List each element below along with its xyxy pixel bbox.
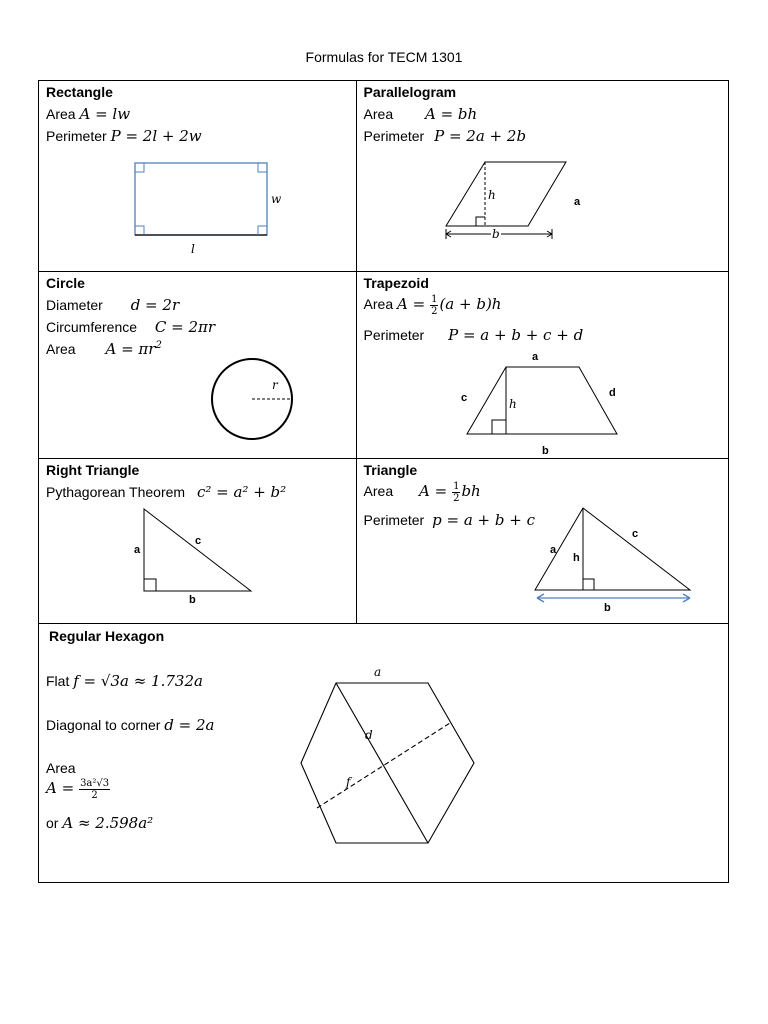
page-title: Formulas for TECM 1301 — [305, 49, 463, 65]
rectangle-cell — [39, 81, 357, 272]
triangle-label-h: h — [572, 552, 580, 564]
rectangle-shape — [135, 163, 267, 235]
hexagon-area-label: Area — [46, 760, 76, 776]
trapezoid-label-a: a — [531, 351, 538, 363]
hexagon-flat-formula: f = √3a ≈ 1.732a — [73, 672, 203, 690]
parallelogram-label-h: h — [487, 188, 496, 202]
circle-area-label: Area — [46, 341, 76, 357]
hexagon-label-f: f — [346, 775, 351, 789]
hexagon-area-fraction-denominator: 2 — [91, 790, 98, 801]
circle-cell — [39, 272, 357, 459]
hexagon-diagram — [39, 624, 728, 882]
parallelogram-perimeter-formula: P = 2a + 2b — [434, 127, 527, 145]
parallelogram-area-label: Area — [363, 106, 394, 122]
rectangle-area-label: Area — [46, 106, 76, 122]
right-triangle-theorem-label: Pythagorean Theorem — [46, 484, 186, 500]
triangle-perimeter-formula: p = a + b + c — [432, 511, 535, 529]
hexagon-label-a: a — [374, 665, 382, 679]
trapezoid-label-b: b — [541, 445, 549, 457]
right-triangle-label-c: c — [195, 535, 202, 547]
parallelogram-right-angle — [476, 217, 485, 226]
hexagon-diagonal-formula: d = 2a — [164, 716, 215, 734]
hexagon-or-label: or — [46, 815, 59, 831]
right-triangle-shape — [144, 509, 251, 591]
circle-area-exponent: 2 — [155, 340, 162, 351]
parallelogram-heading: Parallelogram — [363, 84, 457, 100]
hexagon-diagonal-label: Diagonal to corner — [46, 717, 161, 733]
hexagon-flat-label: Flat — [46, 673, 70, 689]
hexagon-cell — [39, 624, 729, 883]
trapezoid-right-angle — [492, 420, 506, 434]
hexagon-approx-formula: A ≈ 2.598a² — [62, 814, 154, 832]
right-triangle-cell — [39, 459, 357, 624]
right-triangle-label-a: a — [134, 544, 141, 556]
trapezoid-label-d: d — [608, 387, 616, 399]
parallelogram-label-b: b — [491, 227, 500, 241]
trapezoid-heading: Trapezoid — [363, 275, 429, 291]
right-triangle-right-angle — [144, 579, 156, 591]
circle-area-formula: A = πr — [105, 340, 156, 358]
triangle-right-angle — [583, 579, 594, 590]
rectangle-diagram — [39, 81, 356, 271]
trapezoid-area-fraction-denominator: 2 — [431, 306, 438, 317]
trapezoid-perimeter-formula: P = a + b + c + d — [448, 326, 584, 344]
circle-diameter-formula: d = 2r — [130, 296, 180, 314]
trapezoid-area-lhs: A = — [397, 295, 426, 314]
trapezoid-area-fraction-numerator: 1 — [431, 294, 438, 305]
trapezoid-diagram — [357, 272, 729, 458]
circle-diameter-label: Diameter — [46, 297, 103, 313]
triangle-area-fraction-denominator: 2 — [453, 493, 460, 504]
hexagon-area-lhs: A = — [46, 779, 75, 798]
rectangle-perimeter-formula: P = 2l + 2w — [110, 127, 202, 145]
circle-diagram — [39, 272, 356, 458]
circle-circumference-formula: C = 2πr — [154, 318, 216, 336]
rectangle-perimeter-label: Perimeter — [46, 128, 107, 144]
parallelogram-diagram — [357, 81, 729, 271]
triangle-diagram — [357, 459, 729, 623]
hexagon-area-fraction-numerator: 3a²√3 — [80, 778, 110, 789]
triangle-area-fraction-numerator: 1 — [453, 481, 460, 492]
hexagon-label-d: d — [365, 728, 373, 742]
trapezoid-cell — [356, 272, 728, 459]
trapezoid-label-h: h — [508, 397, 517, 411]
parallelogram-perimeter-label: Perimeter — [363, 128, 425, 144]
triangle-area-lhs: A = — [419, 482, 448, 501]
parallelogram-area-formula: A = bh — [425, 105, 478, 123]
trapezoid-label-c: c — [460, 392, 467, 404]
triangle-area-label: Area — [363, 483, 394, 500]
right-triangle-diagram — [39, 459, 356, 623]
circle-circumference-label: Circumference — [46, 319, 138, 335]
triangle-label-a: a — [549, 544, 556, 556]
right-triangle-heading: Right Triangle — [46, 462, 140, 478]
trapezoid-shape — [467, 367, 617, 434]
triangle-label-c: c — [631, 528, 638, 540]
rectangle-heading: Rectangle — [46, 84, 113, 100]
rectangle-label-w: w — [271, 192, 282, 206]
parallelogram-cell — [356, 81, 728, 272]
triangle-label-b: b — [603, 602, 611, 614]
parallelogram-label-a: a — [573, 196, 580, 208]
trapezoid-perimeter-label: Perimeter — [363, 327, 425, 343]
triangle-heading: Triangle — [363, 462, 418, 478]
triangle-cell — [356, 459, 728, 624]
rectangle-label-l: l — [191, 242, 195, 256]
triangle-area-rhs: bh — [461, 482, 481, 501]
right-triangle-formula: c² = a² + b² — [196, 483, 287, 501]
hexagon-diagonal-line — [336, 683, 428, 843]
right-triangle-label-b: b — [189, 594, 196, 606]
formula-table — [38, 80, 729, 883]
parallelogram-shape — [446, 162, 566, 226]
circle-heading: Circle — [46, 275, 85, 291]
trapezoid-area-label: Area — [363, 296, 394, 313]
hexagon-heading: Regular Hexagon — [49, 628, 165, 644]
triangle-perimeter-label: Perimeter — [363, 512, 425, 528]
triangle-shape — [535, 508, 690, 590]
trapezoid-area-rhs: (a + b)h — [439, 295, 502, 314]
right-angle-marks — [135, 163, 267, 235]
circle-label-r: r — [272, 378, 278, 392]
rectangle-area-formula: A = lw — [79, 105, 131, 123]
